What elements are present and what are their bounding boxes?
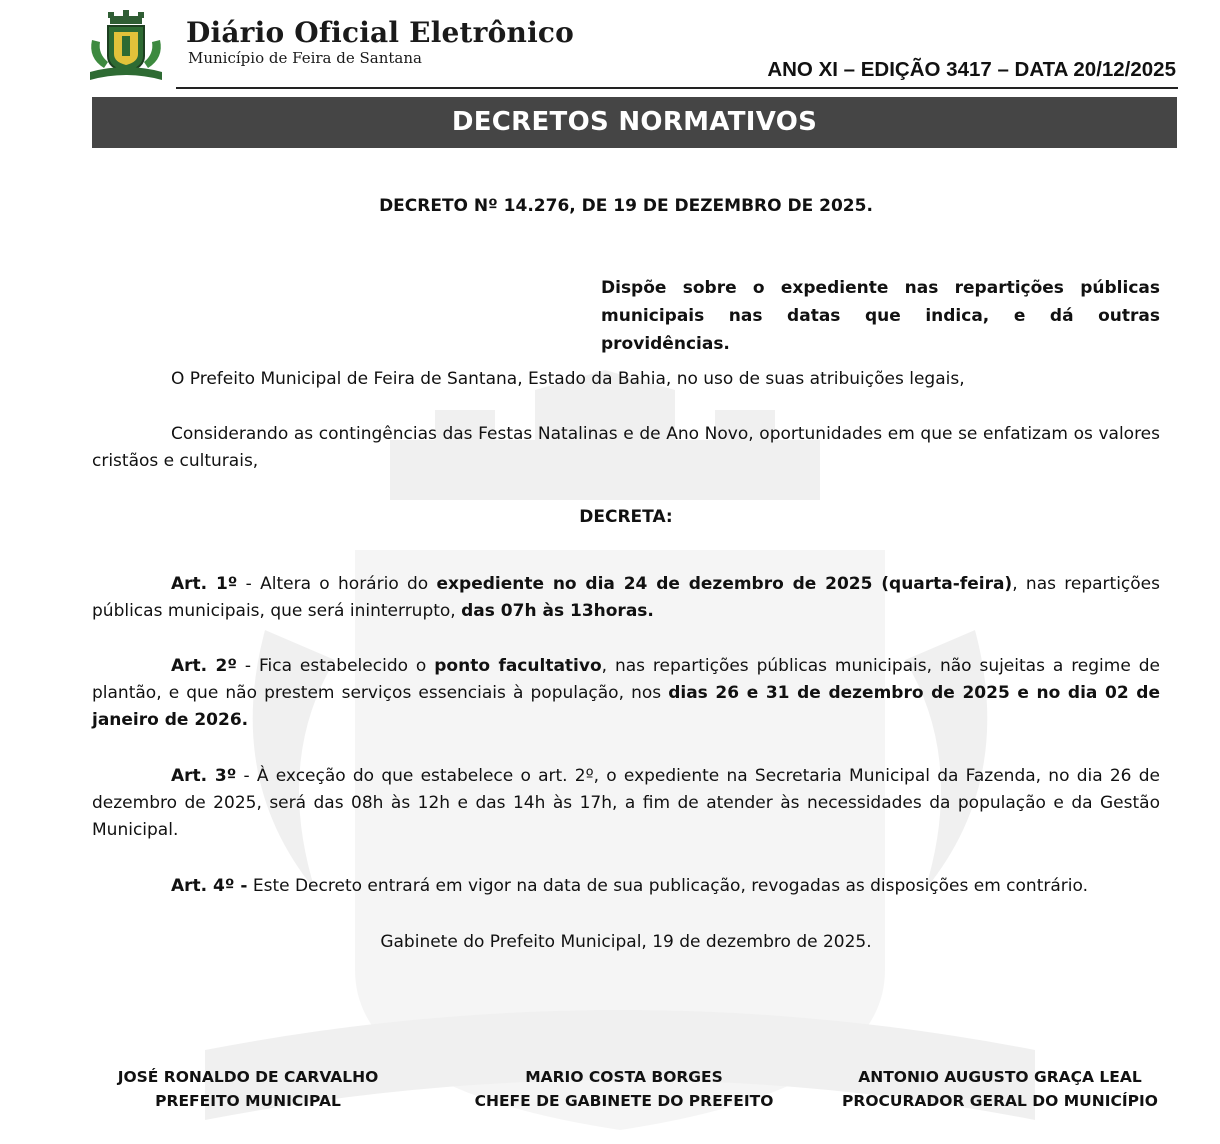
signatory-role: CHEFE DE GABINETE DO PREFEITO (474, 1092, 774, 1110)
article-4-label: Art. 4º - (171, 876, 248, 896)
article-4: Art. 4º - Este Decreto entrará em vigor na data de sua publicação, revogadas as disposições em contrário. (171, 876, 1088, 896)
article-3-label: Art. 3º (171, 766, 237, 786)
signature-block-chief-of-staff (474, 1065, 774, 1113)
signatory-name: JOSÉ RONALDO DE CARVALHO (117, 1068, 379, 1086)
municipality-name: Município de Feira de Santana (188, 49, 422, 67)
decreta-heading: DECRETA: (579, 507, 673, 527)
article-3: Art. 3º - À exceção do que estabelece o art. 2º, o expediente na Secretaria Municipal da Fazenda, no dia 26 de dezembro de 2025, será das 08h às 12h e das 14h às 17h, a fim de atender às necessidades da população e da Gestão Municipal. (92, 766, 1160, 840)
article-2: Art. 2º - Fica estabelecido o ponto facultativo, nas repartições públicas municipais, não sujeitas a regime de plantão, e que não prestem serviços essenciais à população, nos dias 26 e 31 de dezembro de 2025 e no dia 02 de janeiro de 2026. (92, 656, 1160, 730)
signatory-name: MARIO COSTA BORGES (525, 1068, 723, 1086)
signature-block-attorney-general (842, 1065, 1158, 1113)
decree-body (92, 0, 1160, 1144)
signatory-role: PROCURADOR GERAL DO MUNICÍPIO (842, 1092, 1158, 1110)
decree-ementa: Dispõe sobre o expediente nas repartições públicas municipais nas datas que indica, e dá outras providências. (601, 278, 1160, 354)
signatory-role: PREFEITO MUNICIPAL (155, 1092, 341, 1110)
edition-info: ANO XI – EDIÇÃO 3417 – DATA 20/12/2025 (767, 58, 1176, 81)
article-1-label: Art. 1º (171, 574, 238, 594)
publication-title: Diário Oficial Eletrônico (186, 16, 575, 49)
preamble: O Prefeito Municipal de Feira de Santana, Estado da Bahia, no uso de suas atribuições legais, (171, 369, 965, 389)
section-banner: DECRETOS NORMATIVOS (92, 97, 1177, 148)
article-2-label: Art. 2º (171, 656, 237, 676)
decree-title: DECRETO Nº 14.276, DE 19 DE DEZEMBRO DE 2025. (379, 196, 873, 216)
signatory-name: ANTONIO AUGUSTO GRAÇA LEAL (858, 1068, 1142, 1086)
closing-line: Gabinete do Prefeito Municipal, 19 de dezembro de 2025. (380, 932, 872, 952)
article-1: Art. 1º - Altera o horário do expediente no dia 24 de dezembro de 2025 (quarta-feira), nas repartições públicas municipais, que será ininterrupto, das 07h às 13horas. (92, 574, 1160, 621)
signature-block-mayor (108, 1065, 388, 1113)
considerando-paragraph: Considerando as contingências das Festas Natalinas e de Ano Novo, oportunidades em que se enfatizam os valores cristãos e culturais, (92, 424, 1160, 471)
